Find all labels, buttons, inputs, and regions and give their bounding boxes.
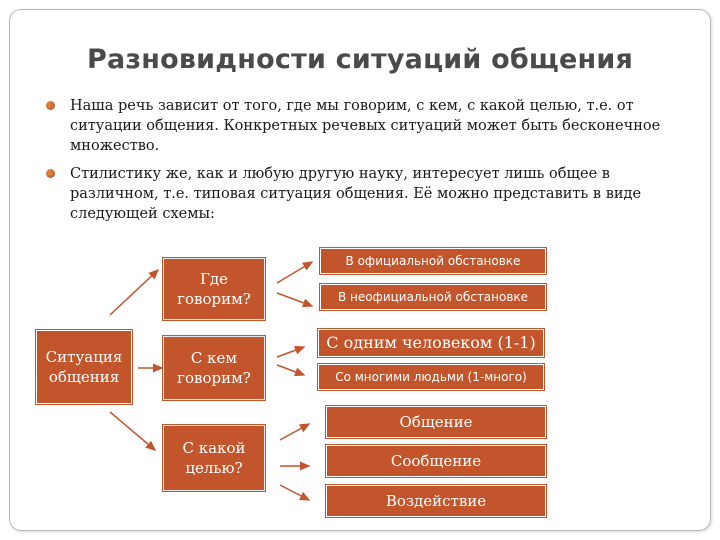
question-whom-box: С кем говорим? [163, 336, 265, 400]
arrow-source-to-where [110, 270, 158, 315]
option-one-person-box: С одним человеком (1-1) [318, 329, 544, 357]
arrow-whom-to-one [277, 347, 304, 357]
option-many-people-box: Со многими людьми (1-много) [318, 364, 544, 390]
arrow-where-to-official [277, 262, 312, 283]
option-unofficial-box: В неофициальной обстановке [320, 284, 546, 310]
question-purpose-box: С какой целью? [163, 425, 265, 491]
page-title: Разновидности ситуаций общения [87, 44, 633, 75]
arrow-source-to-purpose [110, 412, 155, 450]
option-influence-box: Воздействие [326, 485, 546, 517]
option-communication-box: Общение [326, 406, 546, 438]
bullet-text: Наша речь зависит от того, где мы говорим, с кем, с какой целью, т.е. от ситуации общения. Конкретных речевых ситуаций может быть бесконечное множество. [70, 98, 661, 154]
arrow-purpose-to-communication [280, 424, 309, 440]
arrow-whom-to-many [277, 365, 304, 375]
option-message-box: Сообщение [326, 445, 546, 477]
question-where-box: Где говорим? [163, 258, 265, 320]
bullet-text: Стилистику же, как и любую другую науку, интересует лишь общее в различном, т.е. типовая ситуация общения. Её можно представить в виде следующей схемы: [70, 166, 642, 222]
source-box: Ситуация общения [36, 330, 132, 404]
arrow-purpose-to-influence [280, 485, 309, 500]
arrow-where-to-unofficial [277, 293, 312, 306]
option-official-box: В официальной обстановке [320, 248, 546, 274]
